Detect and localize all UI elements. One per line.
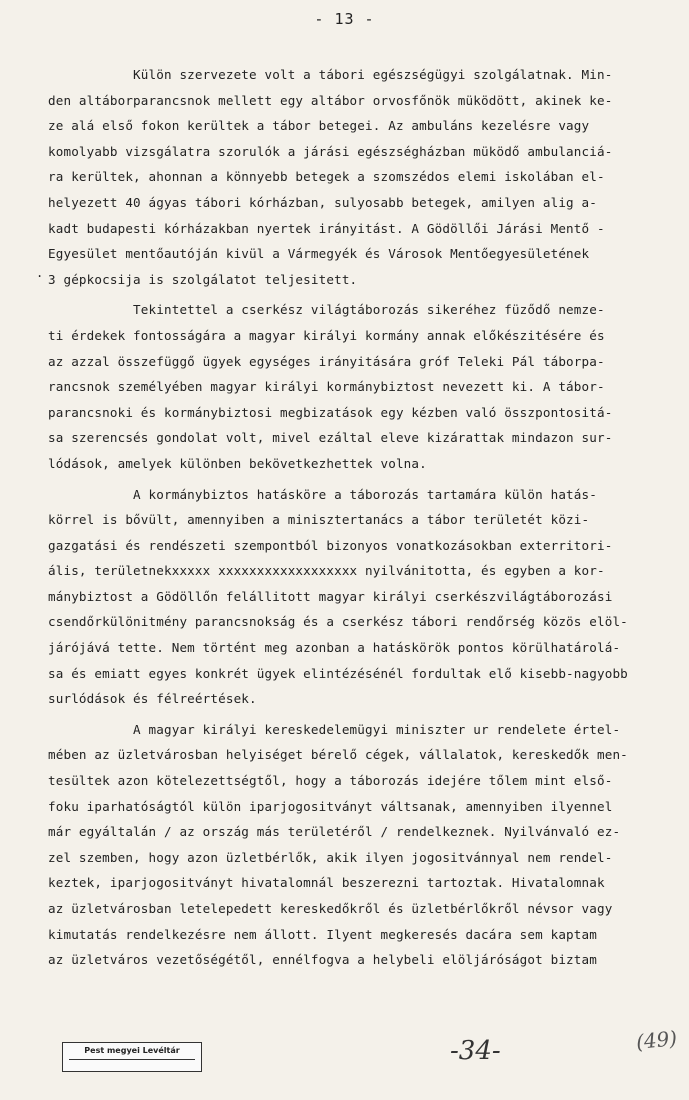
text-line: csendőrkülönitmény parancsnokság és a cserkész tábori rendőrség közös elöl- [48,614,628,630]
text-line: zel szemben, hogy azon üzletbérlők, akik ilyen jogositvánnyal nem rendel- [48,849,613,865]
text-line: az azzal összefüggő ügyek egységes irányitására gróf Teleki Pál táborpa- [48,353,605,369]
text-line: lódások, amelyek különben bekövetkezhettek volna. [48,455,427,471]
text-line: 3 gépkocsija is szolgálatot teljesitett. [48,271,358,287]
text-line: mánybiztost a Gödöllőn felállitott magyar királyi cserkészvilágtáborozási [48,588,613,604]
text-line: már egyáltalán / az ország más területéről / rendelkeznek. Nyilvánvaló ez- [48,824,621,840]
paragraph [48,297,648,476]
text-line: Külön szervezete volt a tábori egészségügyi szolgálatnak. Min- [48,67,613,82]
text-line: tesültek azon kötelezettségtől, hogy a táborozás idejére tőlem mint első- [48,773,613,789]
text-line: helyezett 40 ágyas tábori kórházban, sulyosabb betegek, amilyen alig a- [48,194,597,210]
text-line: parancsnoki és kormánybiztosi megbizatások egy kézben való összpontositá- [48,404,613,420]
text-line: ze alá első fokon kerültek a tábor betegei. Az ambuláns kezelésre vagy [48,118,590,134]
text-line: kadt budapesti kórházakban nyertek irányitást. A Gödöllői Járási Mentő - [48,220,605,236]
text-line: sa szerencsés gondolat volt, mivel ezáltal eleve kizárattak mindazon sur- [48,430,613,446]
text-line: foku iparhatóságtól külön iparjogositványt váltsanak, amennyiben ilyennel [48,798,613,814]
text-line: mében az üzletvárosban helyiséget bérelő cégek, vállalatok, kereskedők men- [48,747,628,763]
text-line: den altáborparancsnok mellett egy altábor orvosfőnök müködött, akinek ke- [48,92,613,108]
text-line: gazgatási és rendészeti szempontból bizonyos vonatkozásokban exterritori- [48,537,613,553]
text-line: ti érdekek fontosságára a magyar királyi kormány annak előkészitésére és [48,327,605,343]
archive-stamp [62,1042,202,1072]
text-line: ális, területnekxxxxx xxxxxxxxxxxxxxxxxx nyilvánitotta, és egyben a kor- [48,563,605,579]
text-line: keztek, iparjogositványt hivatalomnál beszerezni tartoztak. Hivatalomnak [48,875,605,891]
text-line: az üzletvárosban letelepedett kereskedőkről és üzletbérlőkről névsor vagy [48,901,613,916]
handwritten-page-number: -34- [450,1036,501,1066]
text-line: körrel is bővült, amennyiben a minisztertanács a tábor területét közi- [48,512,590,528]
page-number: - 13 - [314,10,375,28]
text-line: komolyabb vizsgálatra szorulók a járási egészségházban müködő ambulanciá- [48,143,613,159]
text-line: az üzletváros vezetőségétől, ennélfogva a helybeli elöljáróságot biztam [48,952,597,968]
text-line: ra kerültek, ahonnan a könnyebb betegek a szomszédos elemi iskolában el- [48,169,605,185]
paragraph [48,717,648,973]
typewritten-body [48,62,648,978]
text-line: Tekintettel a cserkész világtáborozás sikeréhez füződő nemze- [48,302,605,318]
handwritten-margin-note: (49) [634,1025,679,1055]
text-line: A kormánybiztos hatásköre a táborozás tartamára külön hatás- [48,486,597,502]
text-line: kimutatás rendelkezésre nem állott. Ilyent megkeresés dacára sem kaptam [48,926,597,942]
paragraph [48,62,648,292]
text-line: rancsnok személyében magyar királyi kormánybiztost nevezett ki. A tábor- [48,379,605,395]
text-line: járójává tette. Nem történt meg azonban a hatáskörök pontos körülhatárolá- [48,640,621,656]
text-line: surlódások és félreértések. [48,691,257,707]
text-line: sa és emiatt egyes konkrét ügyek elintézésénél fordultak elő kisebb-nagyobb [48,665,628,681]
margin-mark: . [36,266,44,280]
paragraph [48,482,648,712]
text-line: Egyesület mentőautóján kivül a Vármegyék és Városok Mentőegyesületének [48,246,590,262]
stamp-text: Pest megyei Levéltár [69,1045,195,1060]
text-line: A magyar királyi kereskedelemügyi miniszter ur rendelete értel- [48,721,621,737]
